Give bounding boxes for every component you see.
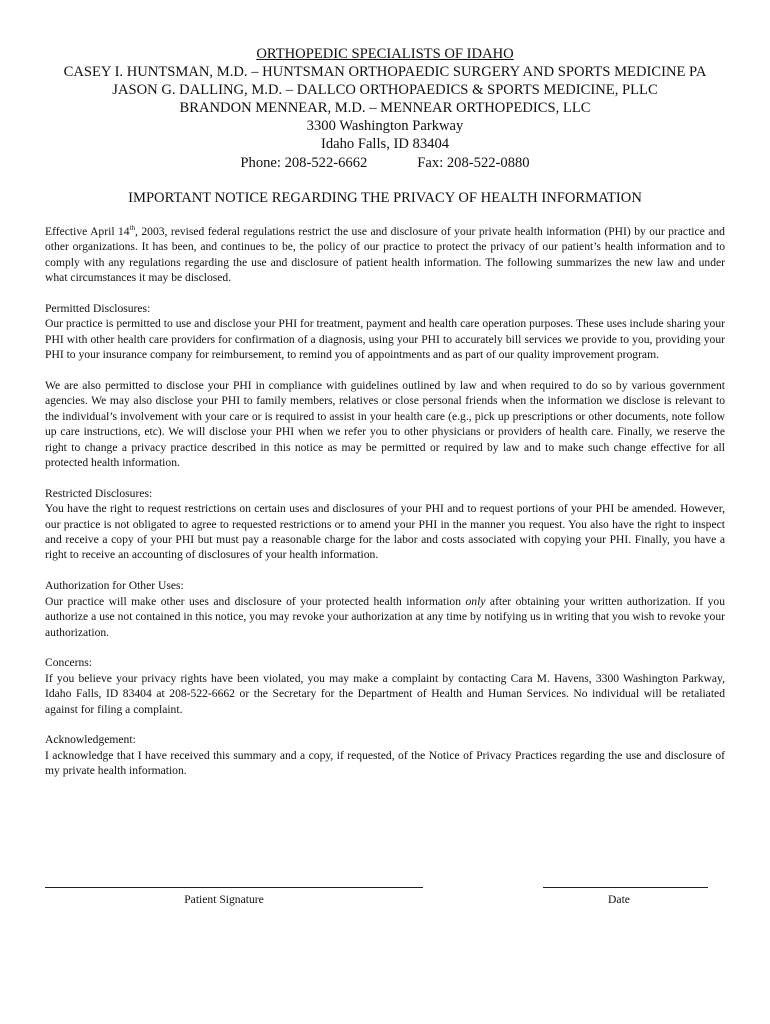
letterhead [0, 45, 770, 172]
restricted-paragraph: You have the right to request restrictions on certain uses and disclosures of your PHI and to request portions of your PHI be amended. However, our practice is not obligated to agree to requested restrictions or to amend your PHI in the manner you request. You also have the right to inspect and receive a copy of your PHI but must pay a reasonable charge for the labor and costs associated with copying your PHI. Finally, you have a right to receive an accounting of disclosures of your health information. [45, 502, 725, 562]
org-name: ORTHOPEDIC SPECIALISTS OF IDAHO [256, 46, 514, 62]
notice-title: IMPORTANT NOTICE REGARDING THE PRIVACY OF HEALTH INFORMATION [128, 190, 642, 206]
authorization-paragraph [45, 594, 725, 640]
authorization-emphasis: only [465, 594, 486, 608]
physician-line-2: JASON G. DALLING, M.D. – DALLCO ORTHOPAEDICS & SPORTS MEDICINE, PLLC [112, 82, 658, 99]
phone-fax-line [0, 154, 770, 172]
physician-line-1: CASEY I. HUNTSMAN, M.D. – HUNTSMAN ORTHOPAEDIC SURGERY AND SPORTS MEDICINE PA [63, 64, 707, 81]
intro-text-rest: , 2003, revised federal regulations restrict the use and disclosure of your private health information (PHI) by our practice and other organizations. It has been, and continues to be, the policy of our practice to protect the privacy of our patient’s health information and to comply with any regulations regarding the use and disclosure of patient health information. The following summarizes the new law and under what circumstances it may be disclosed. [45, 225, 725, 285]
authorization-text-start: Our practice will make other uses and disclosure of your protected health information [45, 594, 466, 608]
permitted-paragraph-1: Our practice is permitted to use and disclose your PHI for treatment, payment and health care operation purposes. These uses include sharing your PHI with other health care providers for confirmation of a diagnosis, using your PHI to accurately bill services we provide to you, providing your PHI to your insurance company for reimbursement, to remind you of appointments and as part of our quality improvement program. [45, 317, 725, 362]
acknowledgement-heading: Acknowledgement: [45, 733, 136, 747]
date-label: Date [608, 893, 630, 906]
patient-signature-label: Patient Signature [184, 893, 264, 906]
ordinal-suffix: th [129, 224, 136, 233]
fax-number: Fax: 208-522-0880 [417, 154, 530, 171]
patient-signature-line[interactable] [45, 887, 423, 888]
intro-text-start: Effective April 14 [45, 225, 130, 238]
concerns-paragraph: If you believe your privacy rights have been violated, you may make a complaint by contacting Cara M. Havens, 3300 Washington Parkway, Idaho Falls, ID 83404 at 208-522-6662 or the Secretary for the Department of Health and Human Services. No individual will be retaliated against for filing a complaint. [45, 671, 725, 716]
restricted-heading: Restricted Disclosures: [45, 486, 153, 500]
intro-paragraph [45, 224, 725, 286]
street-address: 3300 Washington Parkway [306, 118, 464, 135]
permitted-heading: Permitted Disclosures: [45, 302, 151, 316]
date-line[interactable] [543, 887, 708, 888]
authorization-heading: Authorization for Other Uses: [45, 579, 184, 593]
city-state-zip: Idaho Falls, ID 83404 [320, 136, 450, 153]
authorization-text-rest: after obtaining your written authorization. If you authorize a use not contained in this notice, you may revoke your authorization at any time by notifying us in writing that you wish to revoke your authorization. [45, 594, 725, 639]
permitted-paragraph-2: We are also permitted to disclose your PHI in compliance with guidelines outlined by law and when required to do so by various government agencies. We may also disclose your PHI to family members, relatives or close personal friends when the information we disclose is relevant to the individual’s involvement with your care or is required to assist in your health care (e.g., pick up prescriptions or other documents, note follow up care instructions, etc). We will disclose your PHI when we refer you to other physicians or providers of health care. Finally, we reserve the right to change a privacy practice described in this notice as may be permitted or required by law and to make such change effective for all protected health information. [45, 379, 725, 470]
acknowledgement-paragraph: I acknowledge that I have received this summary and a copy, if requested, of the Notice of Privacy Practices regarding the use and disclosure of my private health information. [45, 748, 725, 778]
notice-body [45, 224, 725, 794]
concerns-heading: Concerns: [45, 656, 93, 670]
physician-line-3: BRANDON MENNEAR, M.D. – MENNEAR ORTHOPEDICS, LLC [179, 100, 591, 117]
phone-number: Phone: 208-522-6662 [240, 154, 368, 171]
